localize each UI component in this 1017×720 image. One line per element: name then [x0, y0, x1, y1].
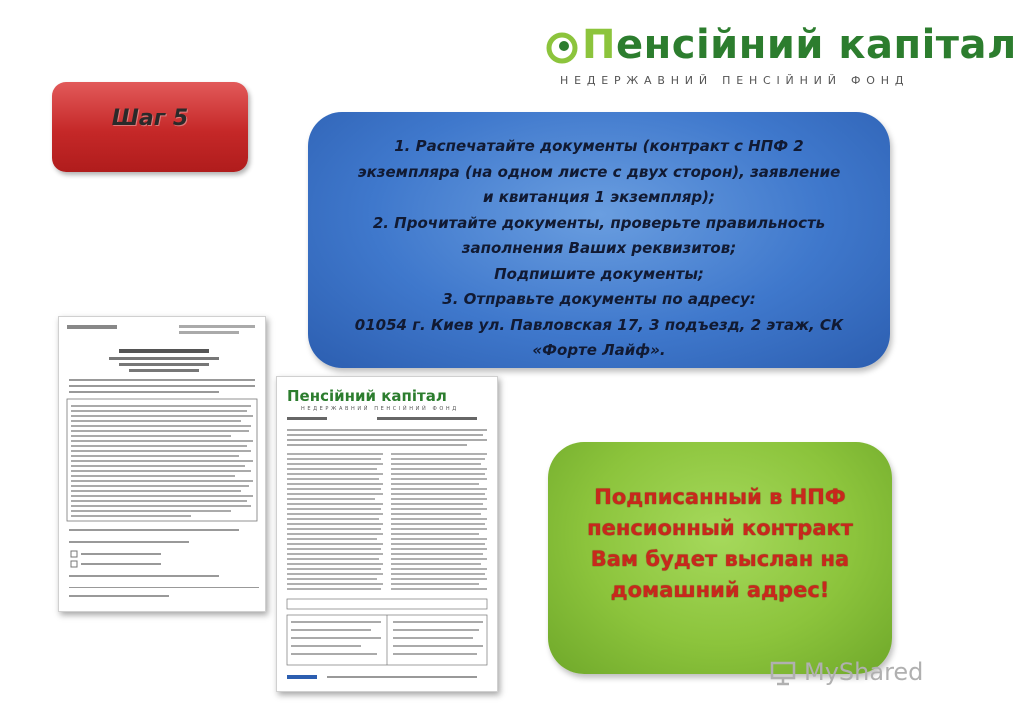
- delivery-note-text: [548, 482, 892, 606]
- note-line: Подписанный в НПФ: [594, 485, 846, 509]
- instruction-line: 3. Отправьте документы по адресу:: [442, 290, 756, 308]
- instruction-line: 01054 г. Киев ул. Павловская 17, 3 подъезд, 2 этаж, СК: [354, 315, 844, 334]
- instruction-line: и квитанция 1 экземпляр);: [482, 188, 716, 206]
- instructions-panel: [308, 112, 890, 368]
- instruction-line: «Форте Лайф».: [532, 341, 666, 359]
- watermark-text: MyShared: [804, 658, 924, 686]
- application-form-thumbnail: [58, 316, 266, 612]
- pension-contract-thumbnail: [276, 376, 498, 692]
- instruction-line: Подпишите документы;: [494, 264, 704, 283]
- note-line: пенсионный контракт: [587, 516, 853, 540]
- logo-title: Пенсійний капітал: [582, 22, 1017, 68]
- form-text-lines: [59, 317, 265, 611]
- step-label: Шаг 5: [111, 106, 189, 131]
- instruction-line: 2. Прочитайте документы, проверьте правильность: [372, 213, 826, 232]
- contract-logo: Пенсійний капітал: [287, 387, 447, 405]
- watermark: [770, 658, 930, 692]
- instruction-line: заполнения Ваших реквизитов;: [461, 239, 737, 257]
- brand-logo: [546, 22, 1017, 98]
- logo-emblem-icon: [546, 30, 586, 70]
- contract-logo-subtitle: НЕДЕРЖАВНИЙ ПЕНСІЙНИЙ ФОНД: [301, 406, 459, 412]
- note-line: Вам будет выслан на: [590, 547, 850, 571]
- delivery-note-panel: [548, 442, 892, 674]
- logo-subtitle: НЕДЕРЖАВНИЙ ПЕНСІЙНИЙ ФОНД: [560, 74, 910, 87]
- note-line: домашний адрес!: [610, 578, 830, 602]
- instruction-line: экземпляра (на одном листе с двух сторон), заявление: [357, 162, 841, 181]
- instructions-text: [322, 134, 876, 364]
- instruction-line: 1. Распечатайте документы (контракт с НПФ 2: [394, 137, 804, 155]
- presentation-board-icon: [770, 660, 796, 686]
- step-badge: [52, 82, 248, 172]
- contract-text-lines: [277, 377, 497, 691]
